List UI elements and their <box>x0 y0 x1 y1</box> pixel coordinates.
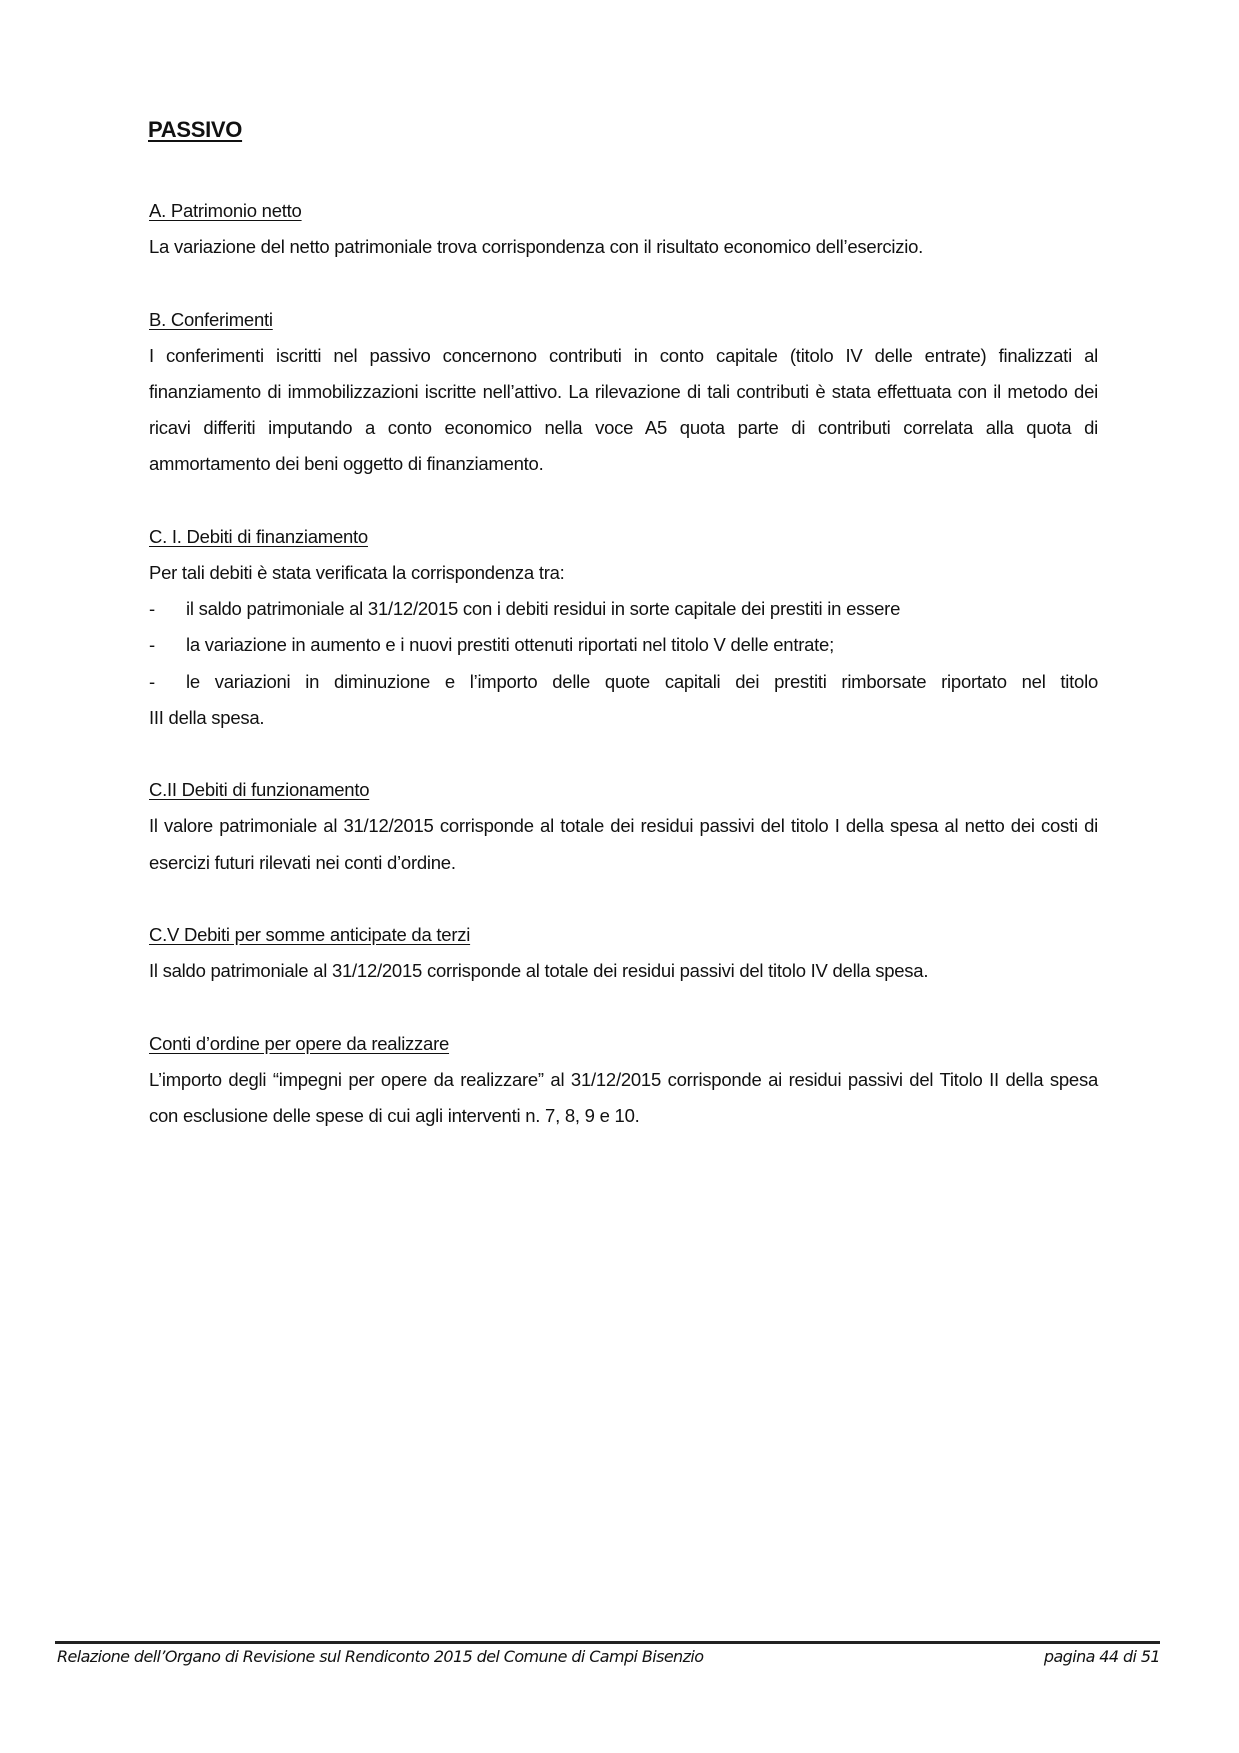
footer-page-number: pagina 44 di 51 <box>1043 1647 1160 1666</box>
section-heading: C.II Debiti di funzionamento <box>149 779 370 801</box>
bullet-dash: - <box>149 670 155 692</box>
list-item <box>149 664 1098 700</box>
section-heading: C. I. Debiti di finanziamento <box>149 525 368 547</box>
footer-document-title: Relazione dell’Organo di Revisione sul Rendiconto 2015 del Comune di Campi Bisenzio <box>57 1647 704 1666</box>
section-heading: A. Patrimonio netto <box>149 200 302 221</box>
section-debiti-funzionamento <box>149 772 1098 881</box>
page-footer <box>57 1647 1160 1666</box>
list-item <box>149 627 1098 663</box>
section-text: Per tali debiti è stata verificata la corrispondenza tra: <box>149 562 565 583</box>
section-heading: C.V Debiti per somme anticipate da terzi <box>149 924 471 945</box>
section-debiti-somme-anticipate <box>149 917 1098 989</box>
section-text: La variazione del netto patrimoniale trova corrispondenza con il risultato economico dell’esercizio. <box>149 236 924 258</box>
section-text: I conferimenti iscritti nel passivo concernono contributi in conto capitale (titolo IV delle entrate) finalizzati al finanziamento di immobilizzazioni iscritte nell’attivo. La rilevazione di tali contributi è stata effettuata con il metodo dei ricavi differiti imputando a conto economico nella voce A5 quota parte di contributi correlata alla quota di ammortamento dei beni oggetto di finanziamento. <box>149 344 1098 475</box>
list-item <box>149 591 1098 627</box>
section-patrimonio-netto <box>149 193 1098 265</box>
section-heading: B. Conferimenti <box>149 308 273 330</box>
section-conferimenti <box>149 302 1098 483</box>
list-item-text: il saldo patrimoniale al 31/12/2015 con i debiti residui in sorte capitale dei prestiti in essere <box>186 598 901 620</box>
list-continuation: III della spesa. <box>149 706 265 728</box>
footer-divider <box>55 1641 1160 1644</box>
section-conti-ordine <box>149 1026 1098 1135</box>
section-debiti-finanziamento <box>149 519 1098 736</box>
list-item-text: le variazioni in diminuzione e l’importo delle quote capitali dei prestiti rimborsate riportato nel titolo <box>186 670 1098 692</box>
page-title: PASSIVO <box>148 117 243 142</box>
section-text: Il valore patrimoniale al 31/12/2015 corrisponde al totale dei residui passivi del titolo I della spesa al netto dei costi di esercizi futuri rilevati nei conti d’ordine. <box>149 815 1098 873</box>
bullet-dash: - <box>149 634 155 656</box>
section-heading: Conti d’ordine per opere da realizzare <box>149 1032 450 1054</box>
list-item-text: la variazione in aumento e i nuovi prestiti ottenuti riportati nel titolo V delle entrate; <box>186 634 834 656</box>
section-text: L’importo degli “impegni per opere da realizzare” al 31/12/2015 corrisponde ai residui passivi del Titolo II della spesa con esclusione delle spese di cui agli interventi n. 7, 8, 9 e 10. <box>149 1068 1098 1126</box>
section-text: Il saldo patrimoniale al 31/12/2015 corrisponde al totale dei residui passivi del titolo IV della spesa. <box>149 960 929 982</box>
bullet-dash: - <box>149 598 155 620</box>
document-body <box>149 193 1098 1170</box>
